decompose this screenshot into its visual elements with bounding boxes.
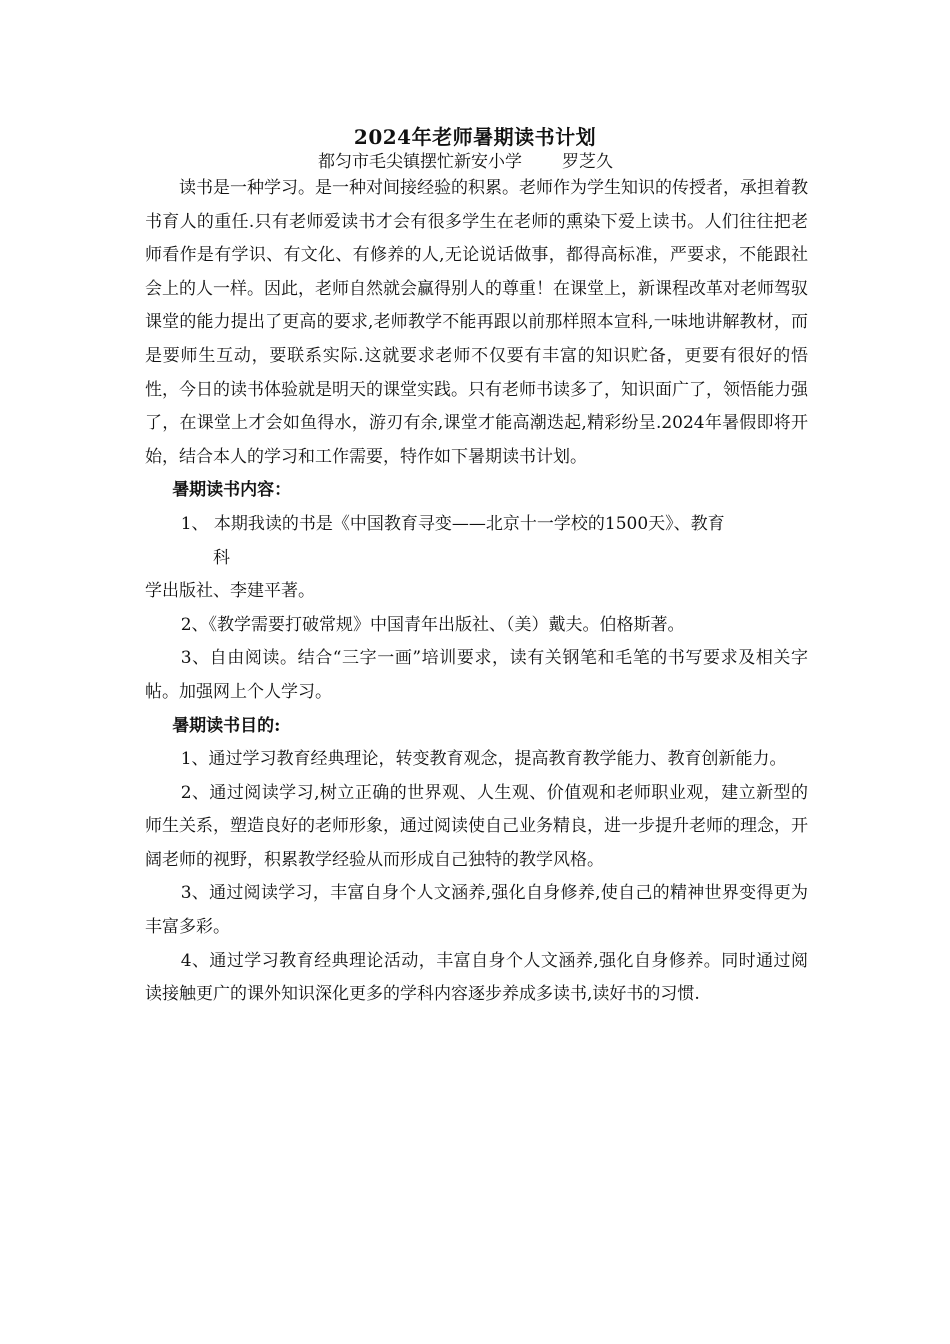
content-item-2: 2、《教学需要打破常规》中国青年出版社、（美）戴夫。伯格斯著。 (180, 614, 685, 635)
content-item-3: 3、自由阅读。结合“三字一画”培训要求，读有关钢笔和毛笔的书写要求及相关字帖。加强网上个人学习。 (145, 648, 808, 702)
content-heading: 暑期读书内容： (172, 480, 292, 501)
goal-heading: 暑期读书目的: (172, 715, 281, 736)
content-item-1-line1: 1、 本期我读的书是《中国教育寻变——北京十一学校的1500天》、教育 (180, 513, 725, 534)
goal-item-4: 4、通过学习教育经典理论活动，丰富自身个人文涵养,强化自身修养。同时通过阅读接触更广的课外知识深化更多的学科内容逐步养成多读书,读好书的习惯. (145, 950, 808, 1005)
school-name: 都匀市毛尖镇摆忙新安小学 (318, 152, 522, 172)
goal-item-3: 3、通过阅读学习，丰富自身个人文涵养,强化自身修养,使自己的精神世界变得更为丰富多彩。 (145, 883, 808, 938)
document-title: 2024年老师暑期读书计划 (353, 125, 597, 149)
document-body (145, 172, 808, 1012)
goal-item-1: 1、通过学习教育经典理论，转变教育观念，提高教育教学能力、教育创新能力。 (180, 749, 787, 770)
byline (318, 151, 613, 173)
goal-item-2: 2、通过阅读学习,树立正确的世界观、人生观、价值观和老师职业观，建立新型的师生关系，塑造良好的老师形象，通过阅读使自己业务精良，进一步提升老师的理念，开阔老师的视野，积累教学经验从而形成自己独特的教学风格。 (145, 782, 808, 870)
intro-paragraph: 读书是一种学习。是一种对间接经验的积累。老师作为学生知识的传授者，承担着教书育人的重任.只有老师爱读书才会有很多学生在老师的熏染下爱上读书。人们往往把老师看作是有学识、有文化、有修养的人,无论说话做事，都得高标准，严要求，不能跟社会上的人一样。因此，老师自然就会赢得别人的尊重！在课堂上，新课程改革对老师驾驭课堂的能力提出了更高的要求,老师教学不能再跟以前那样照本宣科,一味地讲解教材，而是要师生互动，要联系实际.这就要求老师不仅要有丰富的知识贮备，更要有很好的悟性，今日的读书体验就是明天的课堂实践。只有老师书读多了，知识面广了，领悟能力强了，在课堂上才会如鱼得水，游刃有余,课堂才能高潮迭起,精彩纷呈.2024年暑假即将开始，结合本人的学习和工作需要，特作如下暑期读书计划。 (145, 178, 808, 467)
author-name: 罗芝久 (562, 152, 613, 172)
content-item-1-line2: 科 (213, 547, 230, 568)
content-item-1-line3: 学出版社、李建平著。 (145, 581, 315, 602)
